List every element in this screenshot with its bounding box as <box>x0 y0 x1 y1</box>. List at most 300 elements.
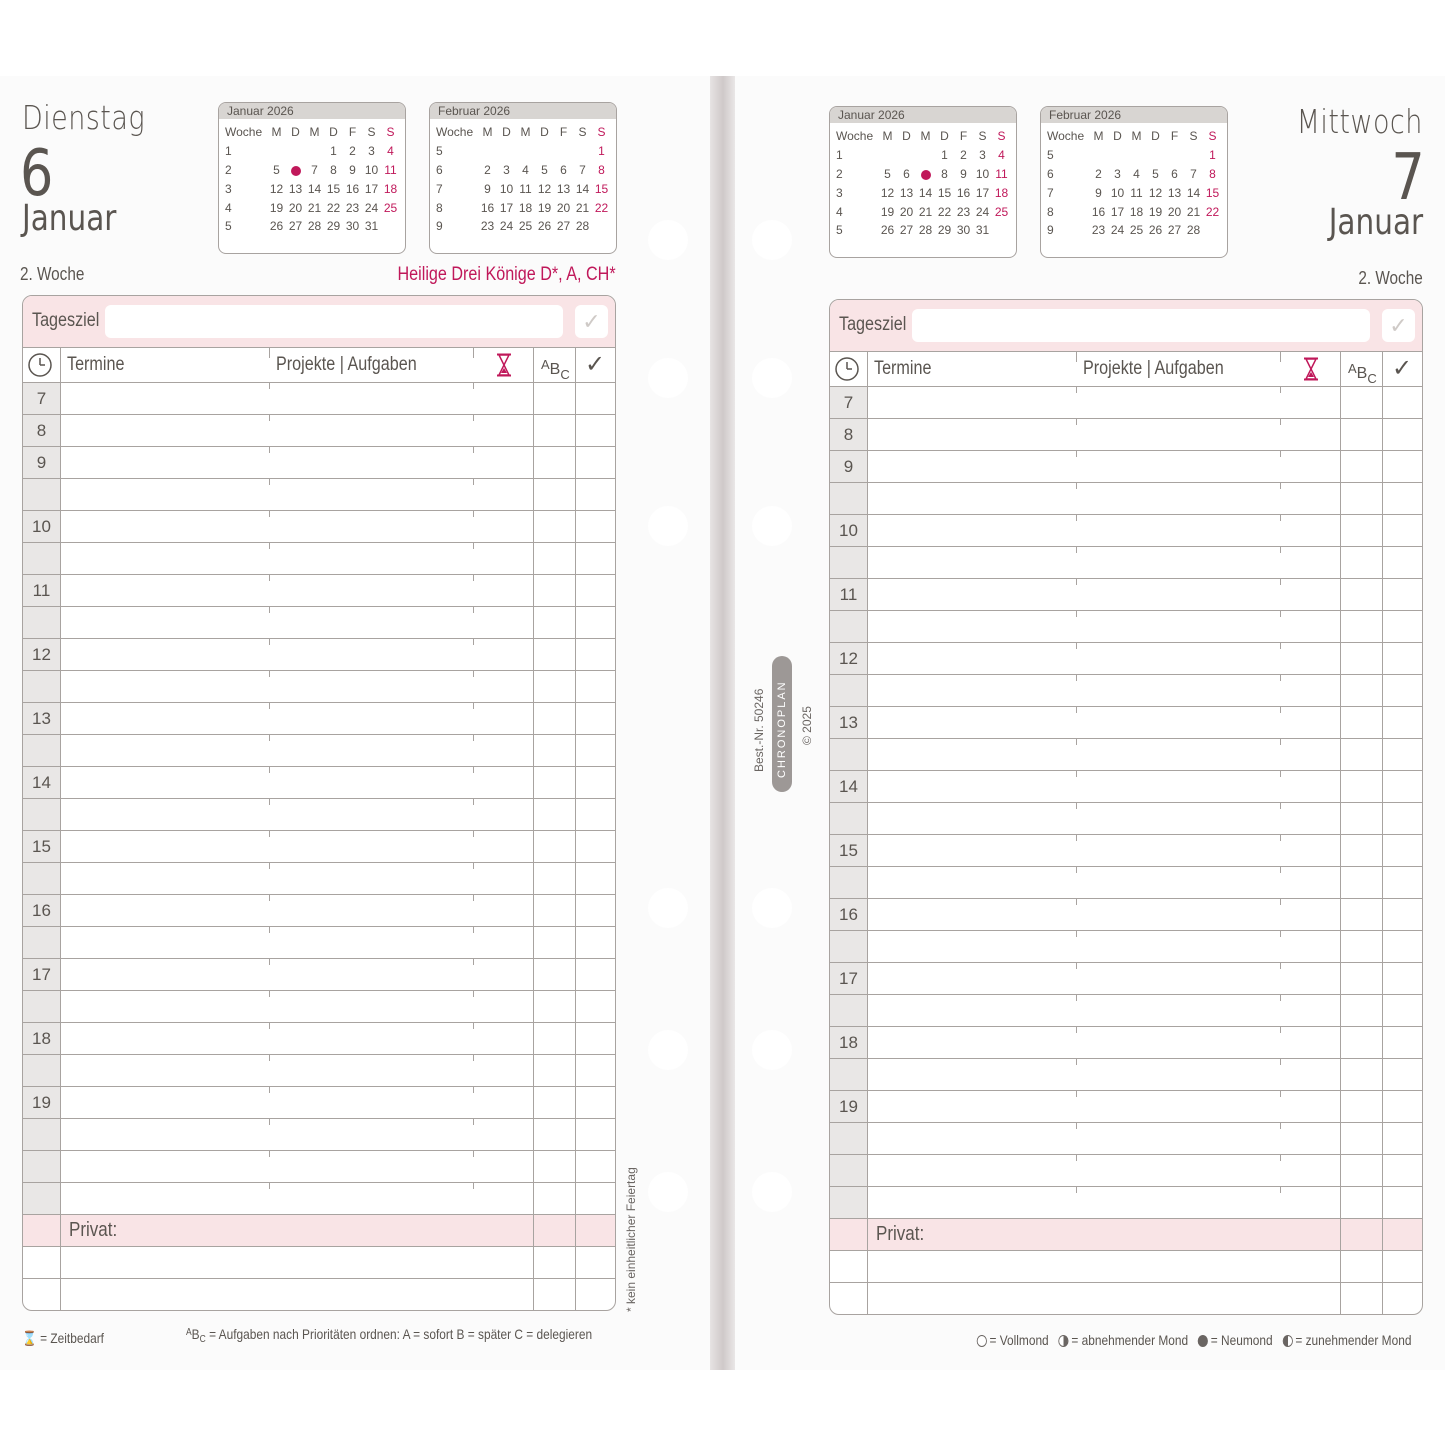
hour-label <box>830 867 868 898</box>
daily-goal-row <box>23 296 615 348</box>
minical-day: 12 <box>880 185 895 200</box>
hour-row[interactable] <box>23 895 615 927</box>
minical-day: 6 <box>903 166 910 181</box>
minical-day <box>992 221 1011 240</box>
minical-day <box>497 142 516 161</box>
minical-week-number: 1 <box>836 148 843 163</box>
minical-day: 13 <box>288 181 303 196</box>
hourglass-icon: ⌛ <box>22 1330 37 1346</box>
minical-week-number: 4 <box>836 204 843 219</box>
minical-day: 2 <box>1095 166 1102 181</box>
hour-row[interactable] <box>830 931 1422 963</box>
legend-abc <box>186 1326 592 1345</box>
minical-day: 10 <box>499 181 514 196</box>
hour-label: 19 <box>830 1091 868 1122</box>
hour-row[interactable] <box>23 991 615 1023</box>
hour-row[interactable] <box>23 575 615 607</box>
right-minical-feb <box>1040 106 1228 258</box>
minical-header-cell: D <box>329 125 338 140</box>
minical-day: 2 <box>484 162 491 177</box>
minical-day: 17 <box>1110 204 1125 219</box>
minical-day: 28 <box>575 219 590 234</box>
hourglass-icon <box>495 353 513 377</box>
minical-day: 8 <box>941 166 948 181</box>
minical-day: 21 <box>1186 204 1201 219</box>
left-weekday: Dienstag <box>22 98 145 137</box>
minical-day: 6 <box>560 162 567 177</box>
hour-label: 13 <box>830 707 868 738</box>
hour-row[interactable] <box>23 959 615 991</box>
minical-day: 28 <box>1186 223 1201 238</box>
minical-day: 21 <box>575 200 590 215</box>
minical-header-cell: M <box>882 129 893 144</box>
minical-header-cell: D <box>291 125 300 140</box>
minical-day <box>1203 221 1222 240</box>
hour-row[interactable] <box>830 771 1422 803</box>
hour-row[interactable] <box>23 1119 615 1151</box>
minical-header-cell: Woche <box>1047 129 1085 144</box>
hour-row[interactable] <box>23 1183 615 1215</box>
minical-day <box>1146 146 1165 165</box>
moon-legend-text: = Neumond <box>1210 1332 1273 1348</box>
hour-label <box>830 931 868 962</box>
hour-row[interactable] <box>23 607 615 639</box>
minical-day: 15 <box>594 181 609 196</box>
minical-day: 6 <box>1171 166 1178 181</box>
minical-day: 2 <box>349 144 356 159</box>
hour-row[interactable] <box>23 1087 615 1119</box>
minical-day: 21 <box>918 204 933 219</box>
minical-week-number: 9 <box>436 219 443 234</box>
hour-row[interactable] <box>830 995 1422 1027</box>
minical-day: 14 <box>575 181 590 196</box>
right-day-grid <box>829 299 1423 1315</box>
hour-row[interactable] <box>830 579 1422 611</box>
minical-day: 9 <box>960 166 967 181</box>
minical-day: 24 <box>499 219 514 234</box>
minical-week-number: 9 <box>1047 223 1054 238</box>
hour-row[interactable] <box>830 1059 1422 1091</box>
left-day-grid <box>22 295 616 1311</box>
order-number: Best.-Nr. 50246 <box>752 688 766 772</box>
minical-day: 22 <box>937 204 952 219</box>
hour-label: 7 <box>830 387 868 418</box>
minical-day <box>916 165 935 184</box>
minical-day <box>478 142 497 161</box>
hour-row[interactable] <box>23 863 615 895</box>
hour-label: 9 <box>830 451 868 482</box>
punch-hole <box>648 1172 688 1212</box>
hour-label <box>23 479 61 510</box>
right-week-label: 2. Woche <box>1358 268 1423 288</box>
daily-goal-field[interactable] <box>105 305 563 338</box>
minical-day: 9 <box>484 181 491 196</box>
hour-row[interactable] <box>830 387 1422 419</box>
col-projects-tasks: Projekte | Aufgaben <box>1083 358 1224 379</box>
minical-day: 13 <box>899 185 914 200</box>
hour-row[interactable] <box>830 1027 1422 1059</box>
hour-label <box>23 863 61 894</box>
hour-row[interactable] <box>830 515 1422 547</box>
minical-day: 22 <box>594 200 609 215</box>
left-week-label: 2. Woche <box>20 264 85 284</box>
today-marker-icon <box>921 170 931 180</box>
holiday-label: Heilige Drei Könige D*, A, CH* <box>397 264 616 285</box>
minical-header-cell: S <box>978 129 987 144</box>
daily-goal-label: Tagesziel <box>32 310 100 331</box>
minical-header-cell: M <box>1131 129 1142 144</box>
hour-label <box>23 1183 61 1214</box>
minical-day: 16 <box>956 185 971 200</box>
minical-day: 18 <box>994 185 1009 200</box>
minical-day: 16 <box>480 200 495 215</box>
minical-day: 8 <box>598 162 605 177</box>
punch-hole <box>752 220 792 260</box>
hour-row[interactable] <box>23 799 615 831</box>
minical-header-cell: D <box>502 125 511 140</box>
hour-label <box>830 483 868 514</box>
minical-day: 29 <box>326 219 341 234</box>
minical-day: 3 <box>368 144 375 159</box>
hour-row[interactable] <box>23 543 615 575</box>
minical-day: 28 <box>307 219 322 234</box>
minical-day: 21 <box>307 200 322 215</box>
right-minical-jan <box>829 106 1017 258</box>
hour-row[interactable] <box>830 803 1422 835</box>
minical-header-cell: F <box>559 125 568 140</box>
minical-day <box>286 142 305 161</box>
hour-label: 19 <box>23 1087 61 1118</box>
minical-day: 19 <box>1148 204 1163 219</box>
col-priority-abc: $^AB_C$ <box>541 357 570 382</box>
daily-goal-check-icon[interactable]: ✓ <box>1382 309 1415 342</box>
minical-day <box>305 142 324 161</box>
punch-hole <box>648 220 688 260</box>
minical-day: 11 <box>519 181 532 196</box>
hour-row[interactable] <box>23 703 615 735</box>
clock-icon <box>27 352 53 378</box>
minical-week-number: 7 <box>1047 185 1054 200</box>
minical-day: 23 <box>956 204 971 219</box>
minical-header-cell: F <box>1170 129 1179 144</box>
minical-day: 25 <box>383 200 398 215</box>
hour-label: 11 <box>830 579 868 610</box>
hour-row[interactable] <box>830 451 1422 483</box>
minical-day: 17 <box>364 181 379 196</box>
minical-header-cell: S <box>997 129 1006 144</box>
minical-day: 13 <box>1167 185 1182 200</box>
minical-title: Januar 2026 <box>219 103 405 119</box>
holiday-footnote: * kein einheitlicher Feiertag <box>624 1167 638 1312</box>
minical-day <box>1108 146 1127 165</box>
minical-day <box>381 217 400 236</box>
minical-day: 30 <box>345 219 360 234</box>
minical-week-number: 7 <box>436 181 443 196</box>
hour-label <box>23 607 61 638</box>
hour-label <box>830 547 868 578</box>
minical-day: 4 <box>522 162 529 177</box>
hour-row[interactable] <box>23 767 615 799</box>
col-projects-tasks: Projekte | Aufgaben <box>276 354 417 375</box>
minical-header-cell: S <box>386 125 395 140</box>
daily-goal-label: Tagesziel <box>839 314 907 335</box>
hour-row[interactable] <box>23 1151 615 1183</box>
moon-legend-text: = abnehmender Mond <box>1070 1332 1188 1348</box>
minical-header-cell: Woche <box>436 125 474 140</box>
today-marker-icon <box>291 166 301 176</box>
hour-row[interactable] <box>23 383 615 415</box>
minical-header-cell: D <box>540 125 549 140</box>
moon-legend-text: = Vollmond <box>989 1332 1049 1348</box>
minical-day: 23 <box>345 200 360 215</box>
hour-label <box>23 991 61 1022</box>
hour-label <box>830 995 868 1026</box>
hour-label: 18 <box>23 1023 61 1054</box>
minical-header-cell: F <box>959 129 968 144</box>
minical-day: 16 <box>345 181 360 196</box>
minical-day <box>878 146 897 165</box>
hour-label <box>830 675 868 706</box>
minical-day <box>1127 146 1146 165</box>
hour-row[interactable] <box>23 1023 615 1055</box>
hour-row[interactable] <box>23 927 615 959</box>
minical-day: 4 <box>1133 166 1140 181</box>
left-minical-jan <box>218 102 406 254</box>
hour-label <box>830 1155 868 1186</box>
minical-day: 20 <box>556 200 571 215</box>
minical-day: 19 <box>269 200 284 215</box>
punch-hole <box>752 1172 792 1212</box>
hour-row[interactable] <box>830 419 1422 451</box>
minical-week-number: 8 <box>1047 204 1054 219</box>
private-line[interactable] <box>23 1247 615 1279</box>
minical-week-number: 6 <box>1047 166 1054 181</box>
hour-label <box>830 1187 868 1218</box>
new-moon-icon <box>1198 1335 1208 1347</box>
minical-day: 27 <box>288 219 303 234</box>
punch-hole <box>648 358 688 398</box>
minical-day: 5 <box>1152 166 1159 181</box>
minical-day: 5 <box>541 162 548 177</box>
right-page <box>735 76 1445 1370</box>
daily-goal-row <box>830 300 1422 352</box>
column-header-row <box>23 348 615 383</box>
minical-header-cell: M <box>520 125 531 140</box>
minical-day: 3 <box>1114 166 1121 181</box>
hour-label <box>23 927 61 958</box>
hour-label <box>830 803 868 834</box>
hour-row[interactable] <box>830 867 1422 899</box>
private-line[interactable] <box>830 1283 1422 1314</box>
minical-table <box>834 127 1011 240</box>
brand-name: CHRONOPLAN <box>776 680 788 778</box>
hour-label: 11 <box>23 575 61 606</box>
clock-icon <box>834 356 860 382</box>
hour-row[interactable] <box>830 675 1422 707</box>
hour-row[interactable] <box>830 611 1422 643</box>
minical-day: 31 <box>364 219 379 234</box>
hour-row[interactable] <box>23 479 615 511</box>
minical-header-cell: M <box>920 129 931 144</box>
hour-row[interactable] <box>830 1091 1422 1123</box>
minical-day <box>573 142 592 161</box>
minical-header-cell: S <box>1208 129 1217 144</box>
minical-day: 7 <box>311 162 318 177</box>
minical-day: 25 <box>518 219 533 234</box>
hour-row[interactable] <box>830 483 1422 515</box>
minical-day <box>1165 146 1184 165</box>
minical-week-number: 8 <box>436 200 443 215</box>
minical-day: 3 <box>503 162 510 177</box>
minical-day <box>897 146 916 165</box>
minical-day: 12 <box>1148 185 1163 200</box>
minical-day <box>1184 146 1203 165</box>
hour-row[interactable] <box>23 447 615 479</box>
legend-hourglass-text: = Zeitbedarf <box>40 1330 104 1346</box>
legend-hourglass <box>22 1330 104 1347</box>
minical-day: 22 <box>326 200 341 215</box>
minical-week-number: 2 <box>836 166 843 181</box>
column-header-row <box>830 352 1422 387</box>
hour-label: 17 <box>830 963 868 994</box>
hour-row[interactable] <box>830 899 1422 931</box>
hour-row[interactable] <box>830 1187 1422 1219</box>
minical-week-number: 4 <box>225 200 232 215</box>
minical-day: 5 <box>884 166 891 181</box>
left-day-number: 6 <box>20 137 54 211</box>
minical-day <box>535 142 554 161</box>
minical-day: 25 <box>994 204 1009 219</box>
minical-day: 9 <box>1095 185 1102 200</box>
daily-goal-check-icon[interactable]: ✓ <box>575 305 608 338</box>
daily-goal-field[interactable] <box>912 309 1370 342</box>
hour-label: 13 <box>23 703 61 734</box>
private-line[interactable] <box>23 1279 615 1310</box>
hour-row[interactable] <box>23 415 615 447</box>
hour-label: 8 <box>830 419 868 450</box>
minical-day: 30 <box>956 223 971 238</box>
minical-week-number: 5 <box>1047 148 1054 163</box>
minical-header-cell: D <box>1151 129 1160 144</box>
hour-row[interactable] <box>23 735 615 767</box>
left-month: Januar <box>22 198 117 239</box>
minical-day: 12 <box>269 181 284 196</box>
col-done-check-icon: ✓ <box>585 351 606 378</box>
hour-row[interactable] <box>23 671 615 703</box>
minical-day: 7 <box>1190 166 1197 181</box>
minical-day: 4 <box>998 148 1005 163</box>
punch-hole <box>648 888 688 928</box>
waxing-moon-icon <box>1282 1335 1292 1347</box>
minical-day: 17 <box>499 200 514 215</box>
hour-row[interactable] <box>830 739 1422 771</box>
minical-header-cell: M <box>271 125 282 140</box>
minical-day <box>554 142 573 161</box>
minical-day: 10 <box>1110 185 1125 200</box>
private-label: Privat: <box>69 1219 118 1241</box>
punch-hole <box>752 888 792 928</box>
hour-row[interactable] <box>830 707 1422 739</box>
minical-week-number: 1 <box>225 144 232 159</box>
hour-label: 18 <box>830 1027 868 1058</box>
minical-day: 15 <box>326 181 341 196</box>
hour-row[interactable] <box>23 511 615 543</box>
minical-table <box>434 123 611 236</box>
minical-day: 25 <box>1129 223 1144 238</box>
minical-header-cell: S <box>597 125 606 140</box>
minical-table <box>1045 127 1222 240</box>
hour-row[interactable] <box>23 639 615 671</box>
hour-label: 10 <box>23 511 61 542</box>
minical-week-number: 3 <box>836 185 843 200</box>
hour-row[interactable] <box>830 963 1422 995</box>
left-page <box>0 76 710 1370</box>
minical-day: 27 <box>1167 223 1182 238</box>
hour-row[interactable] <box>23 831 615 863</box>
minical-day: 29 <box>937 223 952 238</box>
minical-day: 16 <box>1091 204 1106 219</box>
punch-hole <box>752 358 792 398</box>
minical-day: 20 <box>1167 204 1182 219</box>
minical-header-cell: S <box>578 125 587 140</box>
minical-week-number: 5 <box>836 223 843 238</box>
hour-row[interactable] <box>23 1055 615 1087</box>
minical-day <box>1089 146 1108 165</box>
minical-day: 17 <box>975 185 990 200</box>
hour-row[interactable] <box>830 1155 1422 1187</box>
minical-header-cell: M <box>309 125 320 140</box>
hour-row[interactable] <box>830 1123 1422 1155</box>
minical-day: 2 <box>960 148 967 163</box>
abc-icon: $^AB_C$ <box>186 1326 206 1345</box>
hour-label: 12 <box>23 639 61 670</box>
minical-day: 20 <box>288 200 303 215</box>
minical-table <box>223 123 400 236</box>
minical-day: 20 <box>899 204 914 219</box>
minical-header-cell: D <box>940 129 949 144</box>
minical-day: 11 <box>384 162 397 177</box>
minical-header-cell: Woche <box>225 125 263 140</box>
minical-header-cell: D <box>1113 129 1122 144</box>
moon-legend <box>976 1332 1411 1348</box>
hour-row[interactable] <box>830 547 1422 579</box>
col-appointments: Termine <box>874 358 932 379</box>
minical-day: 27 <box>899 223 914 238</box>
punch-hole <box>648 506 688 546</box>
copyright: © 2025 <box>800 706 814 745</box>
right-month: Januar <box>1328 202 1423 243</box>
hour-label: 12 <box>830 643 868 674</box>
minical-header-cell: M <box>1093 129 1104 144</box>
minical-day: 18 <box>1129 204 1144 219</box>
hour-label: 7 <box>23 383 61 414</box>
punch-hole <box>752 1030 792 1070</box>
hour-label <box>23 1119 61 1150</box>
minical-day: 11 <box>995 166 1008 181</box>
minical-title: Februar 2026 <box>1041 107 1227 123</box>
moon-legend-text: = zunehmender Mond <box>1294 1332 1411 1348</box>
minical-day: 26 <box>1148 223 1163 238</box>
hour-row[interactable] <box>830 643 1422 675</box>
hour-label <box>23 671 61 702</box>
minical-day: 1 <box>330 144 337 159</box>
minical-header-cell: F <box>348 125 357 140</box>
minical-day: 1 <box>598 144 605 159</box>
private-line[interactable] <box>830 1251 1422 1283</box>
legend-abc-text: = Aufgaben nach Prioritäten ordnen: A = sofort B = später C = delegieren <box>209 1326 593 1342</box>
minical-day: 15 <box>937 185 952 200</box>
hour-row[interactable] <box>830 835 1422 867</box>
